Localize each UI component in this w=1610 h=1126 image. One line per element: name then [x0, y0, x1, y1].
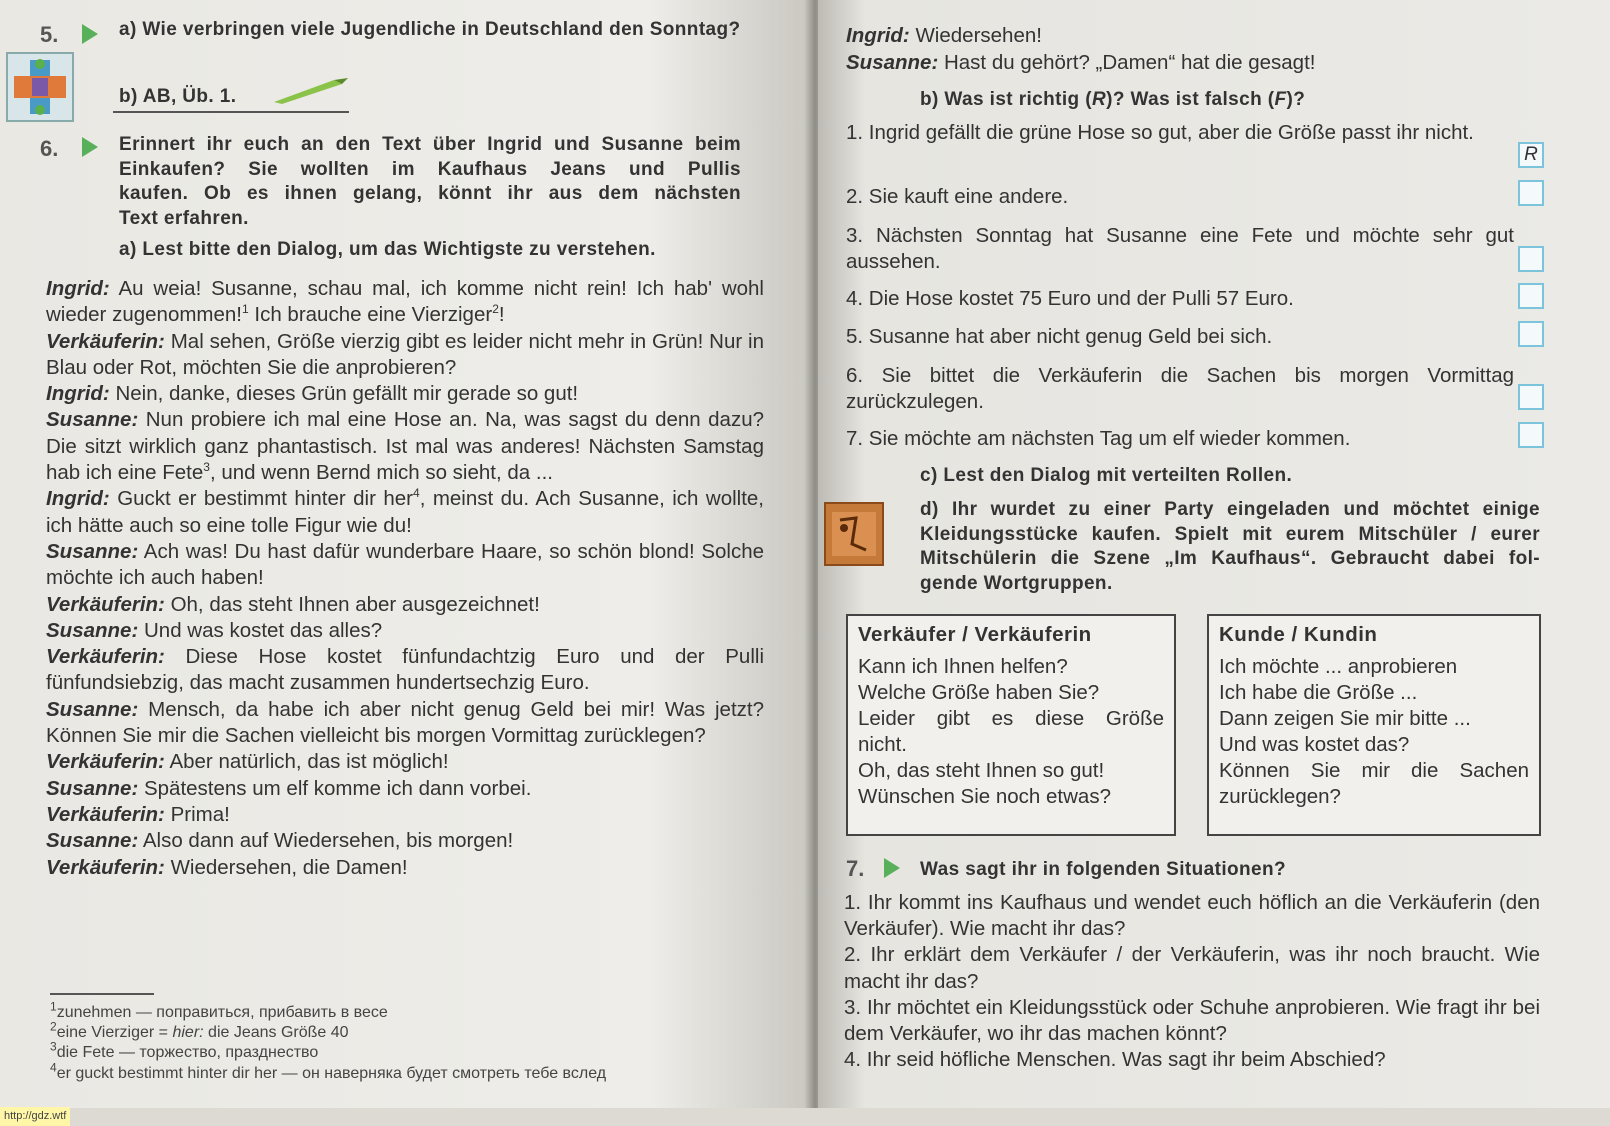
left-page: [0, 0, 812, 1108]
customer-phrases-box: [1207, 614, 1541, 836]
dialog-line: Verkäuferin: Prima!: [46, 802, 230, 826]
speaker: Susanne:: [46, 618, 139, 642]
dialog-line: Verkäuferin: Oh, das steht Ihnen aber ausgezeichnet!: [46, 592, 540, 616]
dialog-line: Susanne: Mensch, da habe ich aber nicht genug Geld bei mir! Was jetzt? Können Sie mir die Sachen vielleicht bis morgen Vormittag zurücklegen?: [46, 697, 764, 748]
answer-checkbox[interactable]: [1518, 321, 1544, 347]
dialog-line: Verkäuferin: Mal sehen, Größe vierzig gibt es leider nicht mehr in Grün! Nur in Blau oder Rot, möchten Sie die anprobieren?: [46, 329, 764, 379]
situations-list: [844, 890, 1540, 1073]
dialog-line: Susanne: Also dann auf Wiedersehen, bis morgen!: [46, 829, 514, 853]
speaker: Verkäuferin:: [46, 802, 165, 826]
intro-line: Erinnert ihr euch an den Text über Ingrid und Susanne beim: [119, 134, 741, 155]
dialog-line: Ingrid: Wiedersehen!: [846, 24, 1042, 47]
play-arrow-icon: [884, 858, 900, 878]
answer-checkbox[interactable]: [1518, 422, 1544, 448]
box-title: Verkäufer / Verkäuferin: [858, 623, 1092, 646]
speaker: Verkäuferin:: [46, 329, 165, 353]
footnote: $^3$die Fete — торжество, празднество: [50, 1040, 319, 1062]
phrase: Dann zeigen Sie mir bitte ...: [1219, 707, 1471, 730]
phrase: zurücklegen?: [1219, 785, 1341, 808]
heading-line: gende Wortgruppen.: [920, 572, 1113, 594]
footnote: $^4$er guckt bestimmt hinter dir her — он наверняка будет смотреть тебе вслед: [50, 1060, 607, 1082]
footnotes: [50, 999, 770, 1084]
exercise-6d-heading: [920, 498, 1540, 596]
dialog-line: Susanne: Hast du gehört? „Damen“ hat die gesagt!: [846, 51, 1316, 74]
heading-line: Mitschülerin die Szene „Im Kaufhaus“. Gebraucht dabei fol-: [920, 548, 1540, 569]
tf-statement: 6. Sie bittet die Verkäuferin die Sachen bis morgen Vormittag zurückzulegen.: [846, 364, 1514, 413]
dialog-line: Verkäuferin: Wiedersehen, die Damen!: [46, 855, 408, 879]
answer-checkbox[interactable]: [1518, 246, 1544, 272]
footnote: $^2$eine Vierziger = hier: die Jeans Größe 40: [50, 1019, 349, 1042]
intro-line: Text erfahren.: [119, 207, 249, 229]
dialog-continuation: [846, 22, 1315, 76]
phrase: Können Sie mir die Sachen: [1219, 759, 1529, 782]
pencil-icon: [272, 78, 350, 104]
footnote: $^1$zunehmen — поправиться, прибавить в весе: [50, 999, 388, 1021]
exercise-6c-heading: c) Lest den Dialog mit verteilten Rollen.: [920, 465, 1293, 486]
role-play-icon: [824, 502, 884, 566]
dialog-line: Ingrid: Au weia! Susanne, schau mal, ich komme nicht rein! Ich hab' wohl wieder zugenommen!$^1$ Ich brauche eine Vierziger$^2$!: [46, 277, 764, 327]
speaker: Ingrid:: [46, 487, 110, 511]
speaker: Susanne:: [46, 776, 139, 800]
intro-line: kaufen. Ob es ihnen gelang, könnt ihr aus dem nächsten: [119, 183, 741, 204]
tf-statement: 3. Nächsten Sonntag hat Susanne eine Fete und möchte sehr gut aussehen.: [846, 224, 1514, 273]
phrase: nicht.: [858, 733, 907, 756]
situation-item: 2. Ihr erklärt dem Verkäufer / der Verkäuferin, was ihr noch braucht. Wie macht ihr das?: [844, 943, 1540, 993]
phrase: Und was kostet das?: [1219, 733, 1410, 756]
speaker: Ingrid:: [46, 277, 110, 300]
answer-checkbox[interactable]: [1518, 180, 1544, 206]
answer-checkbox[interactable]: R: [1518, 142, 1544, 168]
exercise-5b-heading: b) AB, Üb. 1.: [119, 86, 237, 107]
situation-item: 1. Ihr kommt ins Kaufhaus und wendet euch höflich an die Verkäuferin (den Verkäufer). Wie macht ihr das?: [844, 891, 1540, 941]
tf-statement: 1. Ingrid gefällt die grüne Hose so gut, aber die Größe passt ihr nicht.: [846, 121, 1474, 144]
exercise-5a-heading: a) Wie verbringen viele Jugendliche in Deutschland den Sonntag?: [119, 19, 741, 40]
dialog-line: Ingrid: Nein, danke, dieses Grün gefällt mir gerade so gut!: [46, 382, 579, 406]
dialog: [46, 276, 764, 881]
footnote-divider: [50, 993, 154, 995]
phrase: Oh, das steht Ihnen so gut!: [858, 759, 1105, 782]
divider: [113, 111, 349, 113]
speaker: Ingrid:: [46, 382, 110, 406]
tf-statement: 4. Die Hose kostet 75 Euro und der Pulli 57 Euro.: [846, 287, 1294, 310]
dialog-line: Susanne: Spätestens um elf komme ich dann vorbei.: [46, 776, 532, 800]
speaker: Verkäuferin:: [46, 855, 165, 879]
play-arrow-icon: [82, 24, 98, 44]
dialog-line: Verkäuferin: Aber natürlich, das ist möglich!: [46, 750, 449, 774]
speaker: Susanne:: [46, 408, 139, 432]
exercise-6-number: 6.: [40, 136, 59, 161]
answer-checkbox[interactable]: [1518, 384, 1544, 410]
speaker: Susanne:: [46, 829, 139, 853]
seller-phrases-box: [846, 614, 1176, 836]
tf-statement: 7. Sie möchte am nächsten Tag um elf wieder kommen.: [846, 427, 1351, 450]
phrase: Kann ich Ihnen helfen?: [858, 655, 1068, 678]
dialog-line: Verkäuferin: Diese Hose kostet fünfundachtzig Euro und der Pulli fünfundsiebzig, das macht zusammen hundertsechzig Euro.: [46, 645, 764, 695]
phrase: Leider gibt es diese Größe: [858, 707, 1164, 730]
exercise-5-number: 5.: [40, 22, 59, 47]
dialog-line: Susanne: Und was kostet das alles?: [46, 618, 383, 642]
situation-item: 4. Ihr seid höfliche Menschen. Was sagt ihr beim Abschied?: [844, 1048, 1386, 1072]
speaker: Susanne:: [46, 539, 139, 563]
speaker: Verkäuferin:: [46, 645, 165, 669]
exercise-7-heading: Was sagt ihr in folgenden Situationen?: [920, 859, 1287, 880]
dialog-line: Ingrid: Guckt er bestimmt hinter dir her$^4$, meinst du. Ach Susanne, ich wollte, ich hätte auch so eine tolle Figur wie du!: [46, 486, 764, 537]
tf-statement: 5. Susanne hat aber nicht genug Geld bei sich.: [846, 325, 1273, 348]
exercise-7-number: 7.: [846, 856, 865, 881]
phrase: Wünschen Sie noch etwas?: [858, 785, 1111, 808]
exercise-6-intro: [119, 133, 741, 231]
heading-line: Kleidungsstücke kaufen. Spielt mit eurem Mitschüler / eurer: [920, 523, 1540, 545]
situation-item: 3. Ihr möchtet ein Kleidungsstück oder Schuhe anprobieren. Wie fragt ihr bei dem Verkäufer, wo ihr das machen könnt?: [844, 995, 1540, 1046]
speaker: Verkäuferin:: [46, 750, 165, 774]
play-arrow-icon: [82, 137, 98, 157]
box-title: Kunde / Kundin: [1219, 623, 1378, 646]
exercise-6b-heading: b) Was ist richtig (R)? Was ist falsch (F)?: [920, 89, 1306, 110]
phrase: Ich möchte ... anprobieren: [1219, 655, 1458, 678]
heading-line: d) Ihr wurdet zu einer Party eingeladen und möchtet einige: [920, 499, 1540, 520]
exercise-6a-heading: a) Lest bitte den Dialog, um das Wichtigste zu verstehen.: [119, 239, 656, 260]
phrase: Welche Größe haben Sie?: [858, 681, 1100, 704]
phrase: Ich habe die Größe ...: [1219, 681, 1418, 704]
speaker: Susanne:: [46, 697, 139, 721]
dialog-line: Susanne: Nun probiere ich mal eine Hose an. Na, was sagst du denn dazu? Die sitzt wirklich ganz phantastisch. Ist mal was anderes! Nächsten Samstag hab ich eine Fete$^3$, und wenn Bernd mich so sieht, da ...: [46, 408, 764, 485]
dialog-line: Susanne: Ach was! Du hast dafür wunderbare Haare, so schön blond! Solche möchte ich auch haben!: [46, 539, 764, 590]
puzzle-icon: [6, 52, 74, 122]
watermark-link[interactable]: http://gdz.wtf: [0, 1107, 70, 1126]
intro-line: Einkaufen? Sie wollten im Kaufhaus Jeans und Pullis: [119, 158, 741, 180]
speaker: Verkäuferin:: [46, 592, 165, 616]
tf-statement: 2. Sie kauft eine andere.: [846, 185, 1069, 208]
answer-checkbox[interactable]: [1518, 283, 1544, 309]
